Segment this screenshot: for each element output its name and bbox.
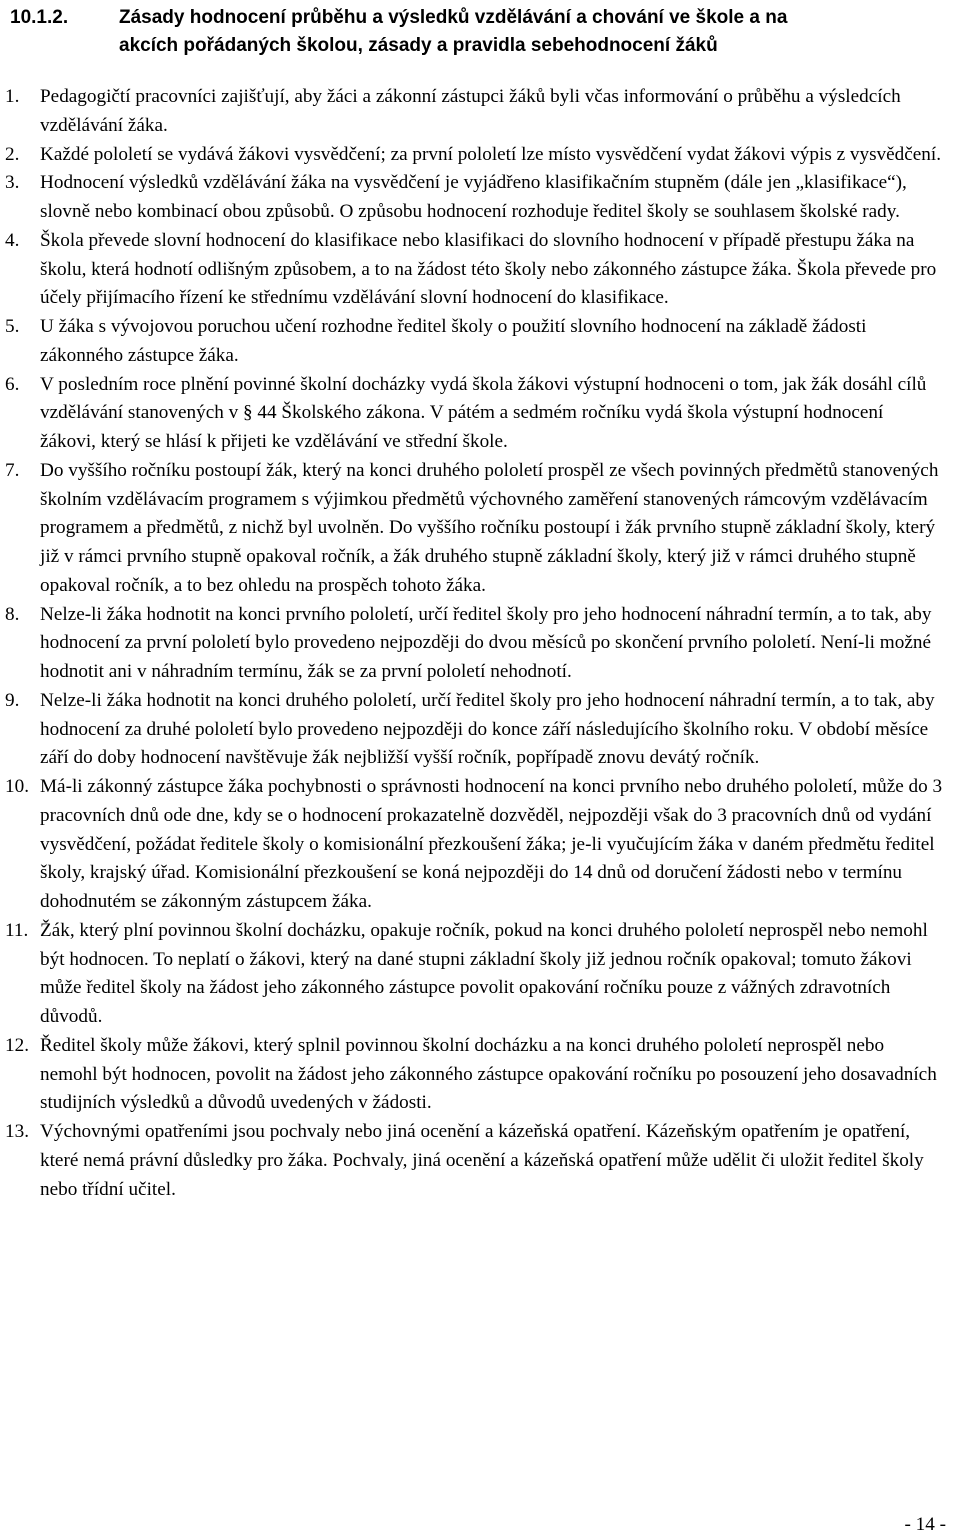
list-item [0,687,960,773]
item-text: U žáka s vývojovou poruchou učení rozhodne ředitel školy o použití slovního hodnocení na základě žádosti zákonného zástupce žáka. [40,316,867,366]
item-text: Žák, který plní povinnou školní docházku, opakuje ročník, pokud na konci druhého pololetí neprospěl nebo nemohl být hodnocen. To neplatí o žákovi, který na dané stupni základní školy již jednou ročník opakoval; tomuto žákovi může ředitel školy na žádost jeho zákonného zástupce povolit opakování ročníku pouze z vážných zdravotních důvodů. [40,919,928,1027]
list-item [0,313,960,371]
section-title-line-2: akcích pořádaných školou, zásady a pravidla sebehodnocení žáků [119,35,718,56]
item-number: 6. [5,373,20,395]
list-item [0,1118,960,1204]
item-number: 2. [5,143,20,165]
list-item [0,773,960,917]
section-heading [10,4,940,60]
item-number: 5. [5,316,20,337]
item-text: Nelze-li žáka hodnotit na konci prvního pololetí, určí ředitel školy pro jeho hodnocení náhradní termín, a to tak, aby hodnocení za první pololetí bylo provedeno nejpozději do dvou měsíců po skončení prvního pololetí. Není-li možné hodnotit ani v náhradním termínu, žák se za první pololetí nehodnotí. [40,603,932,682]
list-item [0,83,960,141]
item-text: Má-li zákonný zástupce žáka pochybnosti o správnosti hodnocení na konci prvního nebo druhého pololetí, může do 3 pracovních dnů ode dne, kdy se o hodnocení prokazatelně dozvěděl, nejpozději však do 3 pracovních dnů od vydání vysvědčení, požádat ředitele školy o komisionální přezkoušení žáka; je-li vyučujícím žáka v daném předmětu ředitel školy, krajský úřad. Komisionální přezkoušení se koná nejpozději do 14 dnů od doručení žádosti nebo v termínu dohodnutém se zákonným zástupcem žáka. [40,776,943,912]
list-item [0,457,960,601]
list-item [0,601,960,687]
item-number: 10. [5,776,29,797]
list-item [0,227,960,313]
item-number: 1. [5,86,20,107]
item-text: Hodnocení výsledků vzdělávání žáka na vysvědčení je vyjádřeno klasifikačním stupněm (dále jen „klasifikace“), slovně nebo kombinací obou způsobů. O způsobu hodnocení rozhoduje ředitel školy se souhlasem školské rady. [40,172,907,222]
item-text: Každé pololetí se vydává žákovi vysvědčení; za první pololetí lze místo vysvědčení vydat žákovi výpis z vysvědčení. [40,143,942,165]
list-item [0,1032,960,1118]
item-number: 4. [5,229,20,251]
list-item [0,169,960,227]
item-text: V posledním roce plnění povinné školní docházky vydá škola žákovi výstupní hodnoceni o tom, jak žák dosáhl cílů vzdělávání stanovených v § 44 Školského zákona. V pátém a sedmém ročníku vydá škola výstupní hodnocení žákovi, který se hlásí k přijeti ke vzdělávání ve střední škole. [40,373,927,452]
rules-list [0,83,960,1204]
section-title-line-1: Zásady hodnocení průběhu a výsledků vzdělávání a chování ve škole a na [119,7,788,28]
item-text: Nelze-li žáka hodnotit na konci druhého pololetí, určí ředitel školy pro jeho hodnocení náhradní termín, a to tak, aby hodnocení za druhé pololetí bylo provedeno nejpozději do konce září následujícího školního roku. V období měsíce září do doby hodnocení navštěvuje žák nejbližší vyšší ročník, popřípadě znovu devátý ročník. [40,689,935,769]
item-number: 9. [5,689,20,711]
item-text: Ředitel školy může žákovi, který splnil povinnou školní docházku a na konci druhého pololetí neprospěl nebo nemohl být hodnocen, povolit na žádost jeho zákonného zástupce opakování ročníku po posouzení jeho dosavadních studijních výsledků a důvodů uvedených v žádosti. [40,1034,937,1114]
item-number: 8. [5,603,20,625]
item-number: 12. [5,1034,29,1056]
item-number: 11. [5,919,29,941]
list-item [0,141,960,170]
item-text: Pedagogičtí pracovníci zajišťují, aby žáci a zákonní zástupci žáků byli včas informování o průběhu a výsledcích vzdělávání žáka. [40,86,901,136]
list-item [0,371,960,457]
page-number: - 14 - [904,1514,946,1535]
item-text: Škola převede slovní hodnocení do klasifikace nebo klasifikaci do slovního hodnocení v případě přestupu žáka na školu, která hodnotí odlišným způsobem, a to na žádost této školy nebo zákonného zástupce žáka. Škola převede pro účely přijímacího řízení ke střednímu vzdělávání slovní hodnocení do klasifikace. [40,229,937,309]
list-item [0,917,960,1032]
item-number: 3. [5,172,20,194]
item-text: Do vyššího ročníku postoupí žák, který na konci druhého pololetí prospěl ze všech povinných předmětů stanovených školním vzdělávacím programem s výjimkou předmětů výchovného zaměření stanovených rámcovým vzdělávacím programem a předmětů, z nichž byl uvolněn. Do vyššího ročníku postoupí i žák prvního stupně základní školy, který již v rámci prvního stupně opakoval ročník, a žák druhého stupně základní školy, který již v rámci druhého stupně opakoval ročník, a to bez ohledu na prospěch tohoto žáka. [40,459,939,596]
section-number: 10.1.2. [10,7,69,28]
item-number: 7. [5,459,20,481]
item-number: 13. [5,1121,29,1142]
item-text: Výchovnými opatřeními jsou pochvaly nebo jiná ocenění a kázeňská opatření. Kázeňským opatřením je opatření, které nemá právní důsledky pro žáka. Pochvaly, jiná ocenění a kázeňská opatření může udělit či uložit ředitel školy nebo třídní učitel. [40,1121,924,1200]
